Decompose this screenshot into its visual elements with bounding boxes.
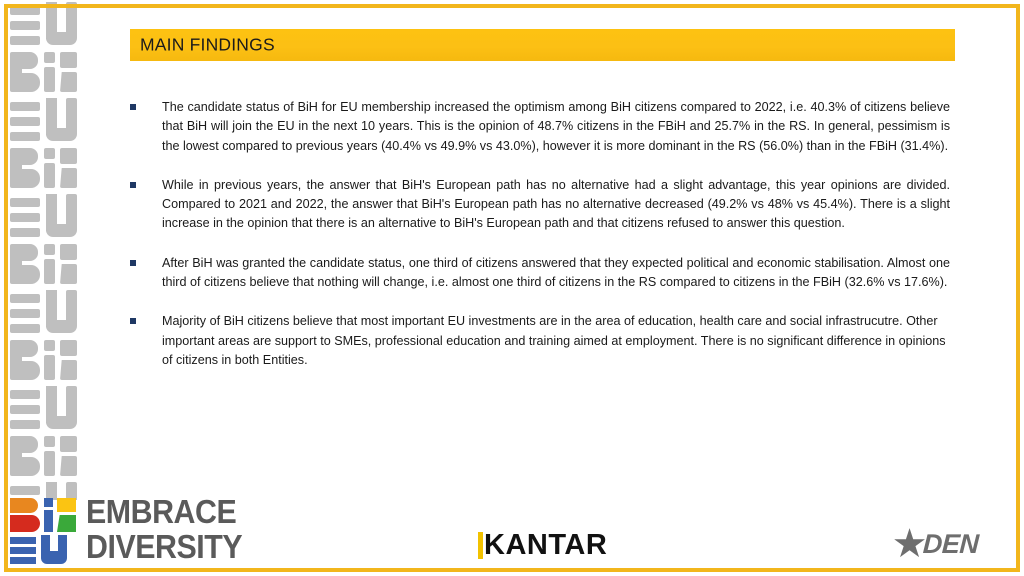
embrace-logo-line2: DIVERSITY	[86, 528, 243, 565]
kantar-accent-bar-icon	[478, 532, 483, 559]
watermark-unit	[8, 288, 86, 384]
list-item	[130, 254, 950, 293]
star-icon: ★	[891, 522, 928, 566]
bullet-list	[130, 98, 950, 390]
bullet-square-icon	[130, 260, 136, 266]
bullet-square-icon	[130, 318, 136, 324]
watermark-unit	[8, 384, 86, 480]
embrace-logo-wordmark	[86, 494, 256, 564]
list-item-text: The candidate status of BiH for EU membership increased the optimism among BiH citizens compared to 2022, i.e. 40.3% of citizens believe that BiH will join the EU in the next 10 years. This is the opinion of 48.7% citizens in the FBiH and 25.7% in the RS. In general, pessimism is the lowest compared to previous years (40.4% vs 49.9% vs 43.0%), however it is more dominant in the RS (56.0%) than in the FBiH (31.4%).	[162, 100, 950, 153]
list-item	[130, 176, 950, 234]
bullet-square-icon	[130, 104, 136, 110]
watermark-unit	[8, 0, 86, 96]
den-wordmark: DEN	[922, 528, 980, 559]
watermark-unit	[8, 192, 86, 288]
list-item-text: After BiH was granted the candidate status, one third of citizens answered that they expected political and economic stabilisation. Almost one third of citizens believe that nothing will change, i.e. almost one third of citizens in the RS compared to citizens in the FBiH (32.6% vs 17.6%).	[162, 255, 950, 290]
bullet-square-icon	[130, 182, 136, 188]
list-item-text: Majority of BiH citizens believe that most important EU investments are in the area of education, health care and social infrastrucutre. Other important areas are support to SMEs, professional education and training aimed at employment. There is no significant difference in opinions of citizens in both Entities.	[162, 314, 946, 367]
slide-title-bar	[130, 29, 955, 61]
list-item	[130, 312, 950, 370]
page-title: MAIN FINDINGS	[140, 34, 275, 55]
embrace-eu-diversity-logo	[8, 493, 248, 566]
kantar-logo	[478, 529, 608, 561]
list-item	[130, 98, 950, 156]
embrace-logo-line1: EMBRACE	[86, 493, 237, 530]
watermark-unit	[8, 96, 86, 192]
bih-eu-blocks-icon	[8, 496, 82, 566]
den-logo	[891, 522, 980, 566]
kantar-wordmark: KANTAR	[484, 529, 608, 561]
watermark-strip	[8, 0, 86, 500]
list-item-text: While in previous years, the answer that BiH's European path has no alternative had a slight advantage, this year opinions are divided. Compared to 2021 and 2022, the answer that BiH's European path has no alternative decreased (49.2% vs 48% vs 45.4%). There is a slight increase in the opinion that there is an alternative to BiH's European path and that citizens refused to answer this question.	[162, 177, 950, 231]
